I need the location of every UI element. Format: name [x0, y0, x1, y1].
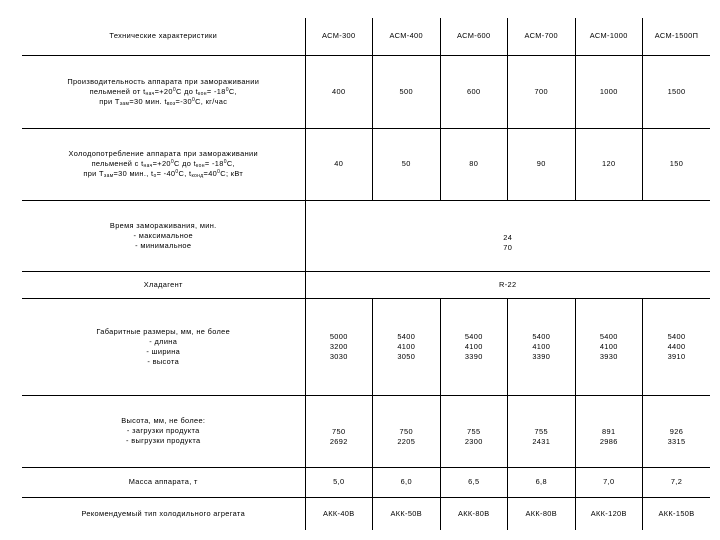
cooling-value: 50 — [373, 128, 441, 200]
dimensions-label: Габаритные размеры, мм, не более - длина - ширина - высота — [22, 298, 305, 395]
header-model-cell: АСМ-1000 — [575, 18, 643, 55]
productivity-label — [22, 55, 305, 128]
cooling-value: 80 — [440, 128, 508, 200]
height-value: 755 2300 — [440, 395, 508, 467]
dimensions-value: 5400 4400 3910 — [643, 298, 711, 395]
productivity-value: 500 — [373, 55, 441, 128]
mass-value: 6,8 — [508, 467, 576, 497]
refrigerant-row — [22, 271, 710, 298]
mass-value: 5,0 — [305, 467, 373, 497]
dimensions-value: 5000 3200 3030 — [305, 298, 373, 395]
cooling-value: 150 — [643, 128, 711, 200]
refrigerant-value: R-22 — [305, 271, 710, 298]
dimensions-value: 5400 4100 3930 — [575, 298, 643, 395]
productivity-value: 1500 — [643, 55, 711, 128]
aggregate-label: Рекомендуемый тип холодильного агрегата — [22, 497, 305, 530]
cooling-row — [22, 128, 710, 200]
height-value: 750 2205 — [373, 395, 441, 467]
aggregate-value: АКК-50В — [373, 497, 441, 530]
aggregate-value: АКК-150В — [643, 497, 711, 530]
dimensions-value: 5400 4100 3050 — [373, 298, 441, 395]
productivity-value: 400 — [305, 55, 373, 128]
header-model-cell: АСМ-300 — [305, 18, 373, 55]
cooling-label-line2: пельменей с $t_{нач}=+20^0С$ до $t_{кон}= -18^0С$, — [91, 159, 235, 169]
mass-row — [22, 467, 710, 497]
aggregate-value: АКК-120В — [575, 497, 643, 530]
aggregate-value: АКК-80В — [440, 497, 508, 530]
specifications-table — [22, 18, 710, 530]
header-row — [22, 18, 710, 55]
aggregate-value: АКК-40В — [305, 497, 373, 530]
productivity-label-line2: пельменей от $t_{нач}=+20^0С$ до $t_{кон}= -18^0С$, — [89, 86, 237, 97]
header-characteristics-label: Технические характеристики — [22, 18, 305, 55]
cooling-label-line3: при $T_{зам}=30$ мин., $t_о= -40^0С$, $t_{конд}=40^0С$; кВт — [83, 169, 244, 179]
height-value: 891 2986 — [575, 395, 643, 467]
freeze-time-value: 24 70 — [305, 200, 710, 271]
height-label: Высота, мм, не более: - загрузки продукта - выгрузки продукта — [22, 395, 305, 467]
mass-value: 7,2 — [643, 467, 711, 497]
aggregate-row — [22, 497, 710, 530]
aggregate-value: АКК-80В — [508, 497, 576, 530]
height-value: 926 3315 — [643, 395, 711, 467]
header-model-cell: АСМ-700 — [508, 18, 576, 55]
header-model-cell: АСМ-1500П — [643, 18, 711, 55]
dimensions-row — [22, 298, 710, 395]
freeze-time-row — [22, 200, 710, 271]
refrigerant-label: Хладагент — [22, 271, 305, 298]
dimensions-value: 5400 4100 3390 — [440, 298, 508, 395]
productivity-value: 700 — [508, 55, 576, 128]
height-value: 755 2431 — [508, 395, 576, 467]
height-row — [22, 395, 710, 467]
cooling-value: 90 — [508, 128, 576, 200]
cooling-value: 120 — [575, 128, 643, 200]
mass-label: Масса аппарата, т — [22, 467, 305, 497]
productivity-value: 1000 — [575, 55, 643, 128]
productivity-label-line3: при $T_{зам}=30$ мин. $t_{воз}=-30^0C$, кг/час — [99, 96, 228, 107]
freeze-time-label: Время замораживания, мин. - максимальное - минимальное — [22, 200, 305, 271]
productivity-label-line1: Производительность аппарата при замораживании — [67, 76, 260, 86]
productivity-row — [22, 55, 710, 128]
header-model-cell: АСМ-400 — [373, 18, 441, 55]
mass-value: 6,5 — [440, 467, 508, 497]
productivity-value: 600 — [440, 55, 508, 128]
cooling-value: 40 — [305, 128, 373, 200]
mass-value: 6,0 — [373, 467, 441, 497]
mass-value: 7,0 — [575, 467, 643, 497]
header-model-cell: АСМ-600 — [440, 18, 508, 55]
cooling-label — [22, 128, 305, 200]
dimensions-value: 5400 4100 3390 — [508, 298, 576, 395]
cooling-label-line1: Холодопотребление аппарата при замораживании — [68, 149, 258, 158]
height-value: 750 2692 — [305, 395, 373, 467]
